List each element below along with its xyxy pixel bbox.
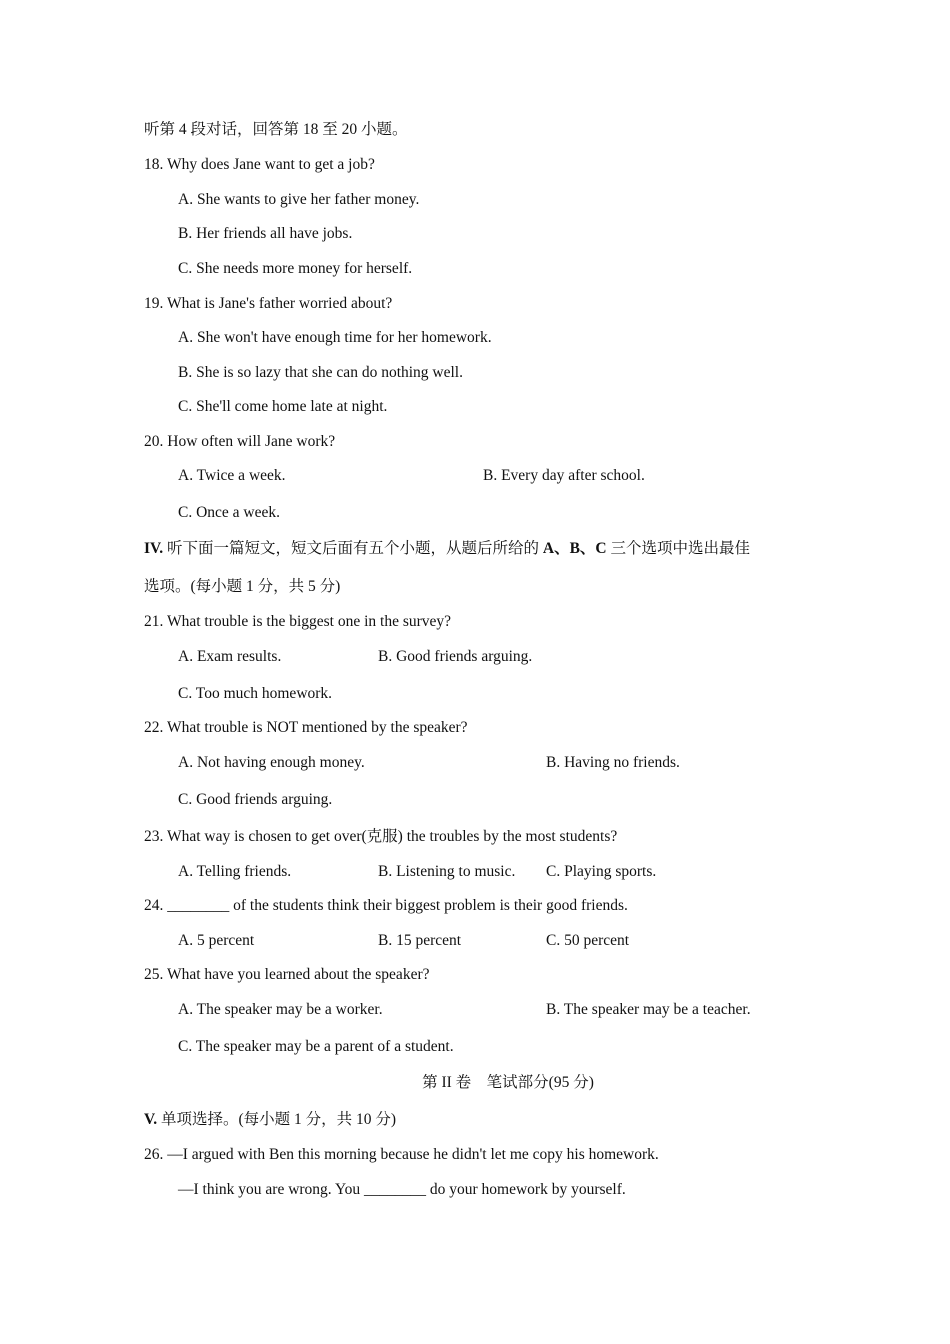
q19-option-b: B. She is so lazy that she can do nothing well. bbox=[178, 364, 463, 381]
q24-option-c: C. 50 percent bbox=[546, 932, 630, 949]
q18-option-c: C. She needs more money for herself. bbox=[178, 260, 413, 277]
q21-option-b: B. Good friends arguing. bbox=[378, 648, 533, 665]
q20-option-b: B. Every day after school. bbox=[483, 467, 645, 484]
question-26: 26. —I argued with Ben this morning because he didn't let me copy his homework. bbox=[144, 1146, 659, 1163]
q24-option-a: A. 5 percent bbox=[178, 932, 255, 949]
q24-option-b: B. 15 percent bbox=[378, 932, 462, 949]
question-22: 22. What trouble is NOT mentioned by the speaker? bbox=[144, 719, 468, 736]
question-20: 20. How often will Jane work? bbox=[144, 433, 336, 450]
q25-option-c: C. The speaker may be a parent of a student. bbox=[178, 1038, 454, 1055]
section-5-label: V. bbox=[144, 1111, 158, 1128]
q22-option-b: B. Having no friends. bbox=[546, 754, 680, 771]
q22-option-a: A. Not having enough money. bbox=[178, 754, 365, 771]
q18-option-b: B. Her friends all have jobs. bbox=[178, 225, 353, 242]
question-19: 19. What is Jane's father worried about? bbox=[144, 295, 393, 312]
q22-option-c: C. Good friends arguing. bbox=[178, 791, 333, 808]
section-5-heading: V. 单项选择。(每小题 1 分，共 10 分) bbox=[144, 1111, 397, 1128]
question-21: 21. What trouble is the biggest one in the survey? bbox=[144, 613, 452, 630]
question-25: 25. What have you learned about the speaker? bbox=[144, 966, 430, 983]
q23-option-b: B. Listening to music. bbox=[378, 863, 516, 880]
q25-option-a: A. The speaker may be a worker. bbox=[178, 1001, 383, 1018]
q25-option-b: B. The speaker may be a teacher. bbox=[546, 1001, 751, 1018]
q23-option-c: C. Playing sports. bbox=[546, 863, 657, 880]
question-23: 23. What way is chosen to get over(克服) the troubles by the most students? bbox=[144, 828, 618, 845]
question-24: 24. ________ of the students think their biggest problem is their good friends. bbox=[144, 897, 628, 914]
q18-option-a: A. She wants to give her father money. bbox=[178, 191, 420, 208]
q20-option-a: A. Twice a week. bbox=[178, 467, 286, 484]
q19-option-a: A. She won't have enough time for her homework. bbox=[178, 329, 492, 346]
part-2-title: 第 II 卷 笔试部分(95 分) bbox=[422, 1074, 594, 1091]
section-4-heading: IV. 听下面一篇短文，短文后面有五个小题，从题后所给的 A、B、C 三个选项中选出最佳 bbox=[144, 540, 750, 557]
q20-option-c: C. Once a week. bbox=[178, 504, 280, 521]
section-intro: 听第 4 段对话，回答第 18 至 20 小题。 bbox=[144, 121, 408, 138]
q23-option-a: A. Telling friends. bbox=[178, 863, 292, 880]
question-26-response: —I think you are wrong. You ________ do your homework by yourself. bbox=[178, 1181, 626, 1198]
question-18: 18. Why does Jane want to get a job? bbox=[144, 156, 375, 173]
q19-option-c: C. She'll come home late at night. bbox=[178, 398, 388, 415]
q21-option-c: C. Too much homework. bbox=[178, 685, 333, 702]
section-4-label: IV. bbox=[144, 540, 164, 557]
section-4-heading-cont: 选项。(每小题 1 分，共 5 分) bbox=[144, 578, 341, 595]
q21-option-a: A. Exam results. bbox=[178, 648, 282, 665]
